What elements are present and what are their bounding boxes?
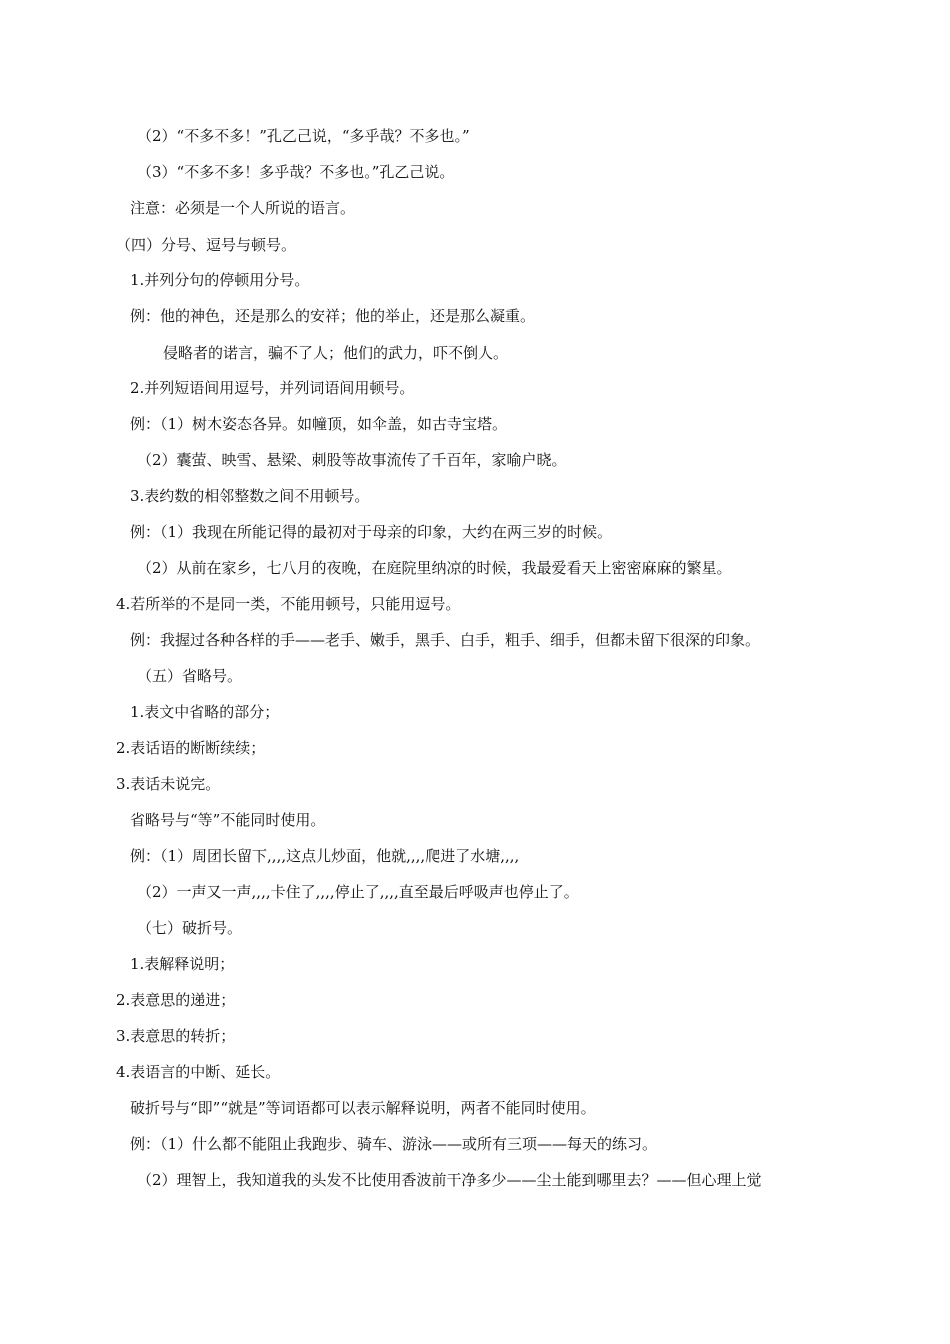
text-line: 2.并列短语间用逗号，并列词语间用顿号。 xyxy=(130,379,415,397)
section-heading: （七）破折号。 xyxy=(137,919,243,937)
text-line: 1.表解释说明； xyxy=(130,955,235,973)
text-line: 4.表语言的中断、延长。 xyxy=(116,1063,281,1081)
text-line: 侵略者的诺言，骗不了人；他们的武力，吓不倒人。 xyxy=(163,344,509,362)
text-line: 例：他的神色，还是那么的安祥；他的举止，还是那么凝重。 xyxy=(130,307,536,325)
text-line: （2）理智上，我知道我的头发不比使用香波前干净多少——尘土能到哪里去？——但心理上觉 xyxy=(137,1171,762,1189)
section-heading: （五）省略号。 xyxy=(137,667,243,685)
text-line: 1.并列分句的停顿用分号。 xyxy=(130,271,310,289)
text-line: 注意：必须是一个人所说的语言。 xyxy=(130,199,356,217)
text-line: 2.表话语的断断续续； xyxy=(116,739,266,757)
text-line: 4.若所举的不是同一类，不能用顿号，只能用逗号。 xyxy=(116,595,461,613)
text-line: （2）囊萤、映雪、悬梁、刺股等故事流传了千百年，家喻户晓。 xyxy=(137,451,567,469)
text-line: 3.表意思的转折； xyxy=(116,1027,236,1045)
text-line: 例：（1）周团长留下,,,,这点儿炒面，他就,,,,爬进了水塘,,,, xyxy=(130,847,520,865)
text-line: （3）“不多不多！多乎哉？不多也。”孔乙己说。 xyxy=(137,163,455,181)
text-line: 例：我握过各种各样的手——老手、嫩手，黑手、白手，粗手、细手，但都未留下很深的印象。 xyxy=(130,631,761,649)
text-line: 1.表文中省略的部分； xyxy=(130,703,280,721)
text-line: 破折号与“即”“就是”等词语都可以表示解释说明，两者不能同时使用。 xyxy=(130,1099,596,1117)
text-line: （2）从前在家乡，七八月的夜晚，在庭院里纳凉的时候，我最爱看天上密密麻麻的繁星。 xyxy=(137,559,732,577)
text-line: 2.表意思的递进； xyxy=(116,991,236,1009)
text-line: 3.表约数的相邻整数之间不用顿号。 xyxy=(130,487,370,505)
text-line: （2）一声又一声,,,,卡住了,,,,停止了,,,,直至最后呼吸声也停止了。 xyxy=(137,883,579,901)
text-line: 省略号与“等”不能同时使用。 xyxy=(130,811,326,829)
text-line: （2）“不多不多！”孔乙己说，“多乎哉？不多也。” xyxy=(137,127,470,145)
text-line: 例：（1）我现在所能记得的最初对于母亲的印象，大约在两三岁的时候。 xyxy=(130,523,613,541)
section-heading: （四）分号、逗号与顿号。 xyxy=(116,236,297,254)
text-line: 例：（1）树木姿态各异。如幢顶，如伞盖，如古寺宝塔。 xyxy=(130,415,508,433)
text-line: 例：（1）什么都不能阻止我跑步、骑车、游泳——或所有三项——每天的练习。 xyxy=(130,1135,658,1153)
text-line: 3.表话未说完。 xyxy=(116,775,221,793)
